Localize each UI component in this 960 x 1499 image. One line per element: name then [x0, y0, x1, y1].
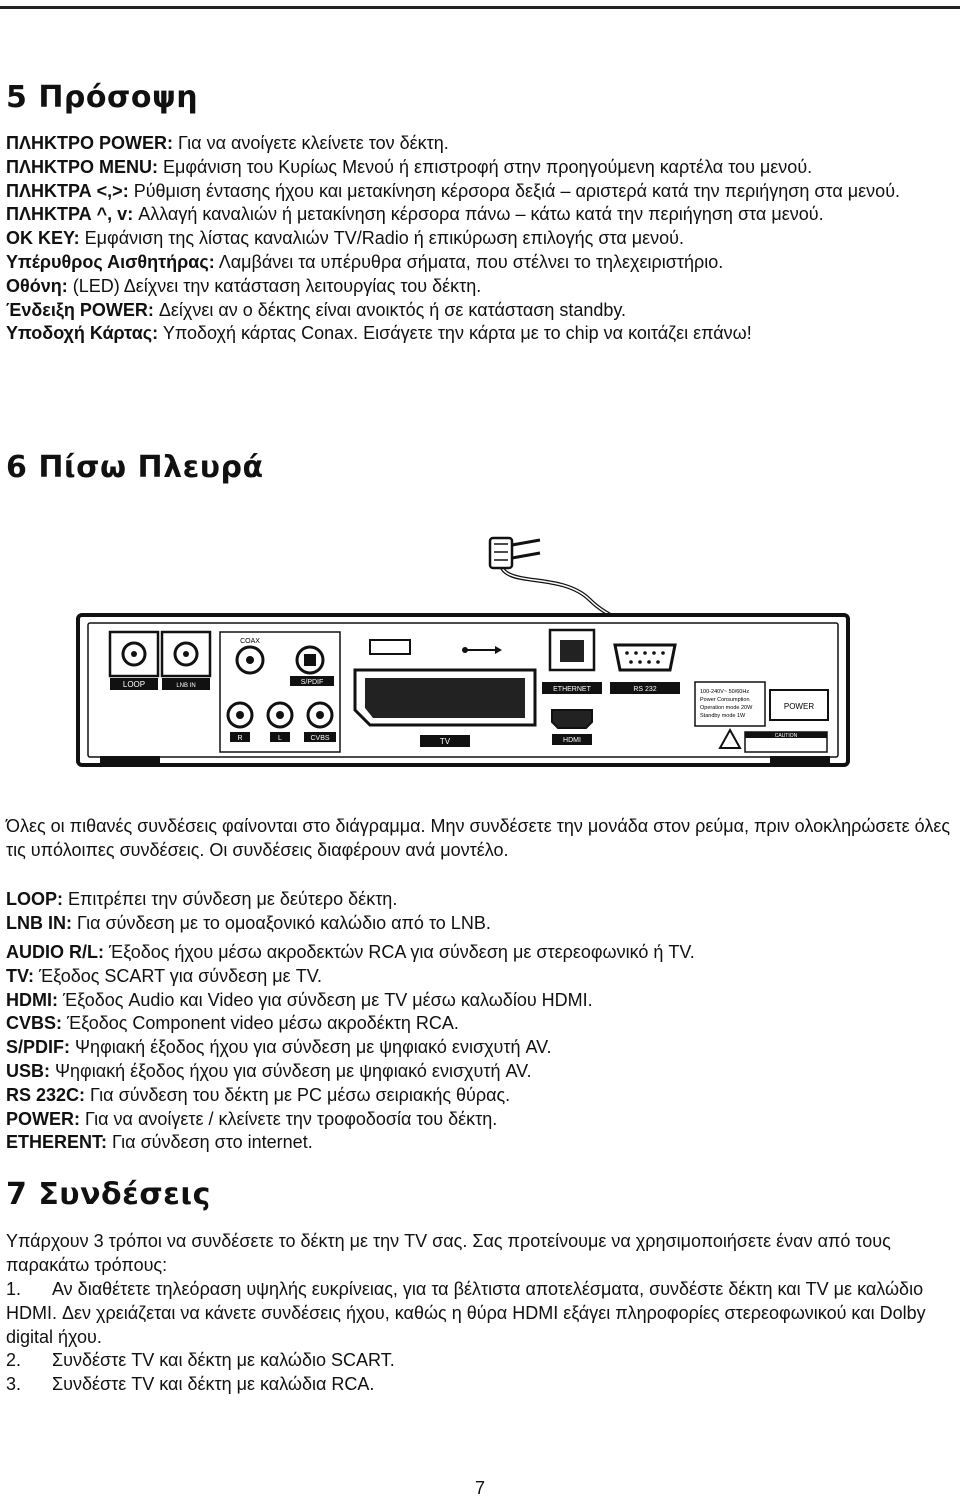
svg-text:100-240V~ 50/60Hz: 100-240V~ 50/60Hz — [700, 689, 750, 695]
section-6-title: 6 Πίσω Πλευρά — [6, 450, 264, 485]
connections-list — [6, 1278, 951, 1397]
coax-label: COAX — [240, 638, 260, 645]
rear-item-tv: TV: Έξοδος SCART για σύνδεση με TV. — [6, 965, 323, 986]
rear-item-cvbs: CVBS: Έξοδος Component video μέσω ακροδέκτη RCA. — [6, 1013, 459, 1034]
rear-item-rs232: RS 232C: Για σύνδεση του δέκτη με PC μέσω σειριακής θύρας. — [6, 1084, 511, 1105]
ethernet-label: ETHERNET — [553, 686, 591, 693]
rear-item-hdmi: HDMI: Έξοδος Audio και Video για σύνδεση με TV μέσω καλωδίου HDMI. — [6, 989, 593, 1010]
front-item-volume: ΠΛΗΚΤΡΑ <,>: Ρύθμιση έντασης ήχου και μετακίνηση κέρσορα δεξιά – αριστερά κατά την περιήγηση στα μενού. — [6, 180, 901, 201]
spdif-label: S/PDIF — [300, 679, 324, 686]
rear-item-ethernet: ETHERENT: Για σύνδεση στο internet. — [6, 1132, 313, 1153]
loop-label: LOOP — [122, 680, 146, 689]
rear-item-loop: LOOP: Επιτρέπει την σύνδεση με δεύτερο δέκτη. — [6, 889, 398, 909]
front-item-power: ΠΛΗΚΤΡΟ POWER: Για να ανοίγετε κλείνετε τον δέκτη. — [6, 133, 449, 153]
svg-text:Power Consumption: Power Consumption — [700, 697, 750, 703]
rs232-port — [610, 645, 680, 694]
list-item: 3. Συνδέστε TV και δέκτη με καλώδια RCA. — [6, 1374, 375, 1395]
front-item-display: Οθόνη: (LED) Δείχνει την κατάσταση λειτουργίας του δέκτη. — [6, 275, 482, 296]
hdmi-label: HDMI — [563, 737, 581, 744]
front-item-menu: ΠΛΗΚΤΡΟ MENU: Εμφάνιση του Κυρίως Μενού ή επιστροφή στην προηγούμενη καρτέλα του μενού. — [6, 156, 813, 177]
rear-panel-diagram — [70, 520, 860, 770]
connections-intro: Υπάρχουν 3 τρόποι να συνδέσετε το δέκτη με την TV σας. Σας προτείνουμε να χρησιμοποιήσετε έναν από τους παρακάτω τρόπους: — [6, 1231, 891, 1275]
tv-label: TV — [439, 737, 451, 746]
section-5-title: 5 Πρόσοψη — [6, 80, 199, 115]
rear-items-b — [6, 941, 951, 1155]
front-item-ok: OK KEY: Εμφάνιση της λίστας καναλιών TV/Radio ή επικύρωση επιλογής στα μενού. — [6, 228, 684, 249]
svg-text:Operation mode 20W: Operation mode 20W — [700, 705, 753, 711]
header-rule — [0, 6, 960, 9]
rear-panel-note: Όλες οι πιθανές συνδέσεις φαίνονται στο διάγραμμα. Μην συνδέσετε την μονάδα στον ρεύμα, πριν ολοκληρώσετε όλες τις υπόλοιπες συνδέσεις. Οι συνδέσεις διαφέρουν ανά μοντέλο. — [6, 816, 951, 860]
front-item-ir: Υπέρυθρος Αισθητήρας: Λαμβάνει τα υπέρυθρα σήματα, που στέλνει το τηλεχειριστήριο. — [6, 251, 724, 272]
plug-icon — [490, 538, 540, 568]
front-item-power-led: Ένδειξη POWER: Δείχνει αν ο δέκτης είναι ανοικτός ή σε κατάσταση standby. — [6, 299, 627, 320]
front-item-channel: ΠΛΗΚΤΡΑ ^, v: Αλλαγή καναλιών ή μετακίνηση κέρσορα πάνω – κάτω κατά την περιήγηση στα μενού. — [6, 204, 824, 225]
page-number: 7 — [474, 1478, 485, 1498]
list-item: 1. Αν διαθέτετε τηλεόραση υψηλής ευκρίνειας, για τα βέλτιστα αποτελέσματα, συνδέστε δέκτη και TV με καλώδιο HDMI. Δεν χρειάζεται να κάνετε συνδέσεις ήχου, καθώς η θύρα HDMI εξάγει πληροφορίες στερεοφωνικού και Dolby digital ήχου. — [6, 1279, 926, 1347]
ethernet-port — [542, 630, 602, 694]
lnb-port — [162, 632, 210, 690]
hdmi-port — [552, 710, 592, 745]
power-label: POWER — [783, 702, 815, 711]
rear-item-lnb: LNB IN: Για σύνδεση με το ομοαξονικό καλώδιο από το LNB. — [6, 912, 491, 933]
rs232-label: RS 232 — [633, 686, 657, 693]
rear-item-audio: AUDIO R/L: Έξοδος ήχου μέσω ακροδεκτών RCA για σύνδεση με στερεοφωνικό ή TV. — [6, 942, 695, 962]
svg-text:LNB IN: LNB IN — [176, 683, 196, 689]
rear-items-a — [6, 888, 951, 936]
rear-item-usb: USB: Ψηφιακή έξοδος ήχου για σύνδεση με ψηφιακό ενισχυτή AV. — [6, 1060, 532, 1081]
list-item: 2. Συνδέστε TV και δέκτη με καλώδιο SCART. — [6, 1350, 395, 1371]
audio-l-label: L — [278, 735, 282, 742]
rear-item-spdif: S/PDIF: Ψηφιακή έξοδος ήχου για σύνδεση με ψηφιακό ενισχυτή AV. — [6, 1037, 552, 1058]
svg-text:Standby mode 1W: Standby mode 1W — [700, 713, 746, 719]
cvbs-label: CVBS — [310, 735, 330, 742]
loop-port — [110, 632, 158, 690]
section-7-title: 7 Συνδέσεις — [6, 1177, 211, 1212]
section-5-list — [6, 132, 951, 346]
rear-item-power: POWER: Για να ανοίγετε / κλείνετε την τροφοδοσία του δέκτη. — [6, 1108, 498, 1129]
front-item-card: Υποδοχή Κάρτας: Υποδοχή κάρτας Conax. Εισάγετε την κάρτα με το chip να κοιτάζει επάνω! — [6, 323, 752, 344]
audio-r-label: R — [237, 735, 243, 742]
caution-label: CAUTION — [774, 733, 798, 739]
